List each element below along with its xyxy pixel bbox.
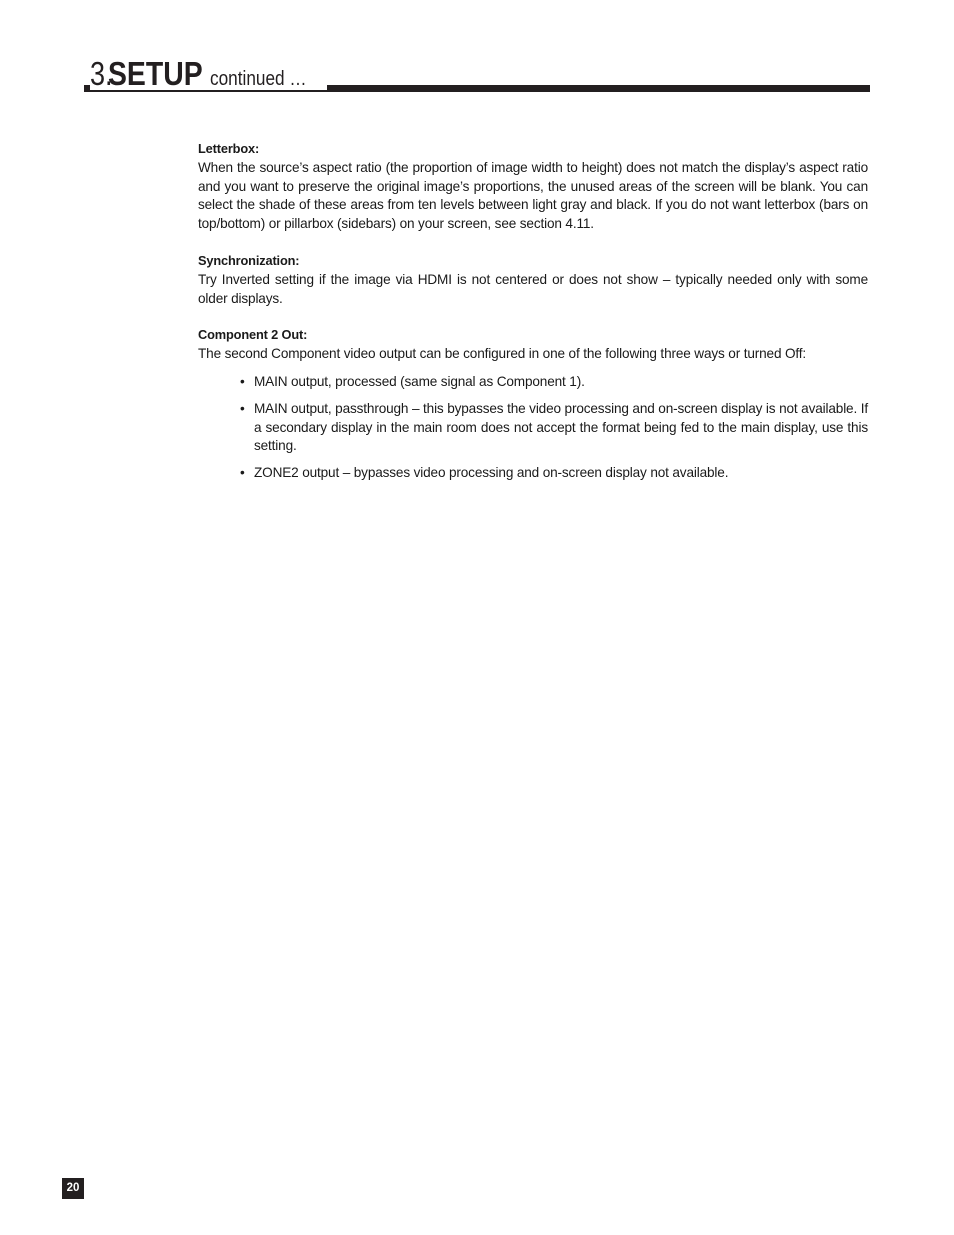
- chapter-number: 3.: [90, 55, 113, 92]
- chapter-title: SETUP: [107, 55, 203, 92]
- list-item: [240, 373, 868, 392]
- list-item: [240, 400, 868, 456]
- section-synchronization: [198, 252, 868, 308]
- section-title: Synchronization:: [198, 252, 300, 268]
- section-body: When the source’s aspect ratio (the proportion of image width to height) does not match the display’s aspect ratio and you want to preserve the original image’s proportions, the unused areas of the screen will be blank. You can select the shade of these areas from ten levels between light gray and black. If you do not want letterbox (bars on top/bottom) or pillarbox (sidebars) on your screen, see section 4.11.: [198, 159, 868, 232]
- bullet-icon: •: [240, 373, 245, 389]
- section-letterbox: [198, 140, 868, 234]
- page-header: [84, 50, 870, 92]
- section-title: Letterbox:: [198, 141, 260, 156]
- section-body: Try Inverted setting if the image via HDMI is not centered or does not show – typically needed only with some older displays.: [198, 271, 868, 306]
- bullet-icon: •: [240, 465, 245, 481]
- bullet-list: [198, 373, 868, 483]
- header-title: [90, 57, 327, 90]
- list-item-text: ZONE2 output – bypasses video processing and on-screen display not available.: [254, 465, 729, 481]
- list-item-text: MAIN output, passthrough – this bypasses the video processing and on-screen display is not available. If a secondary display in the main room does not accept the format being fed to the main display, use this setting.: [254, 400, 868, 454]
- page-number: 20: [62, 1178, 84, 1199]
- list-item-text: MAIN output, processed (same signal as Component 1).: [254, 373, 585, 389]
- bullet-icon: •: [240, 400, 245, 416]
- chapter-subtitle: continued …: [210, 68, 308, 90]
- section-title: Component 2 Out:: [198, 327, 308, 343]
- page-content: [198, 140, 868, 501]
- section-component-2-out: [198, 326, 868, 483]
- list-item: [240, 464, 868, 483]
- section-body: The second Component video output can be configured in one of the following three ways or turned Off:: [198, 346, 807, 362]
